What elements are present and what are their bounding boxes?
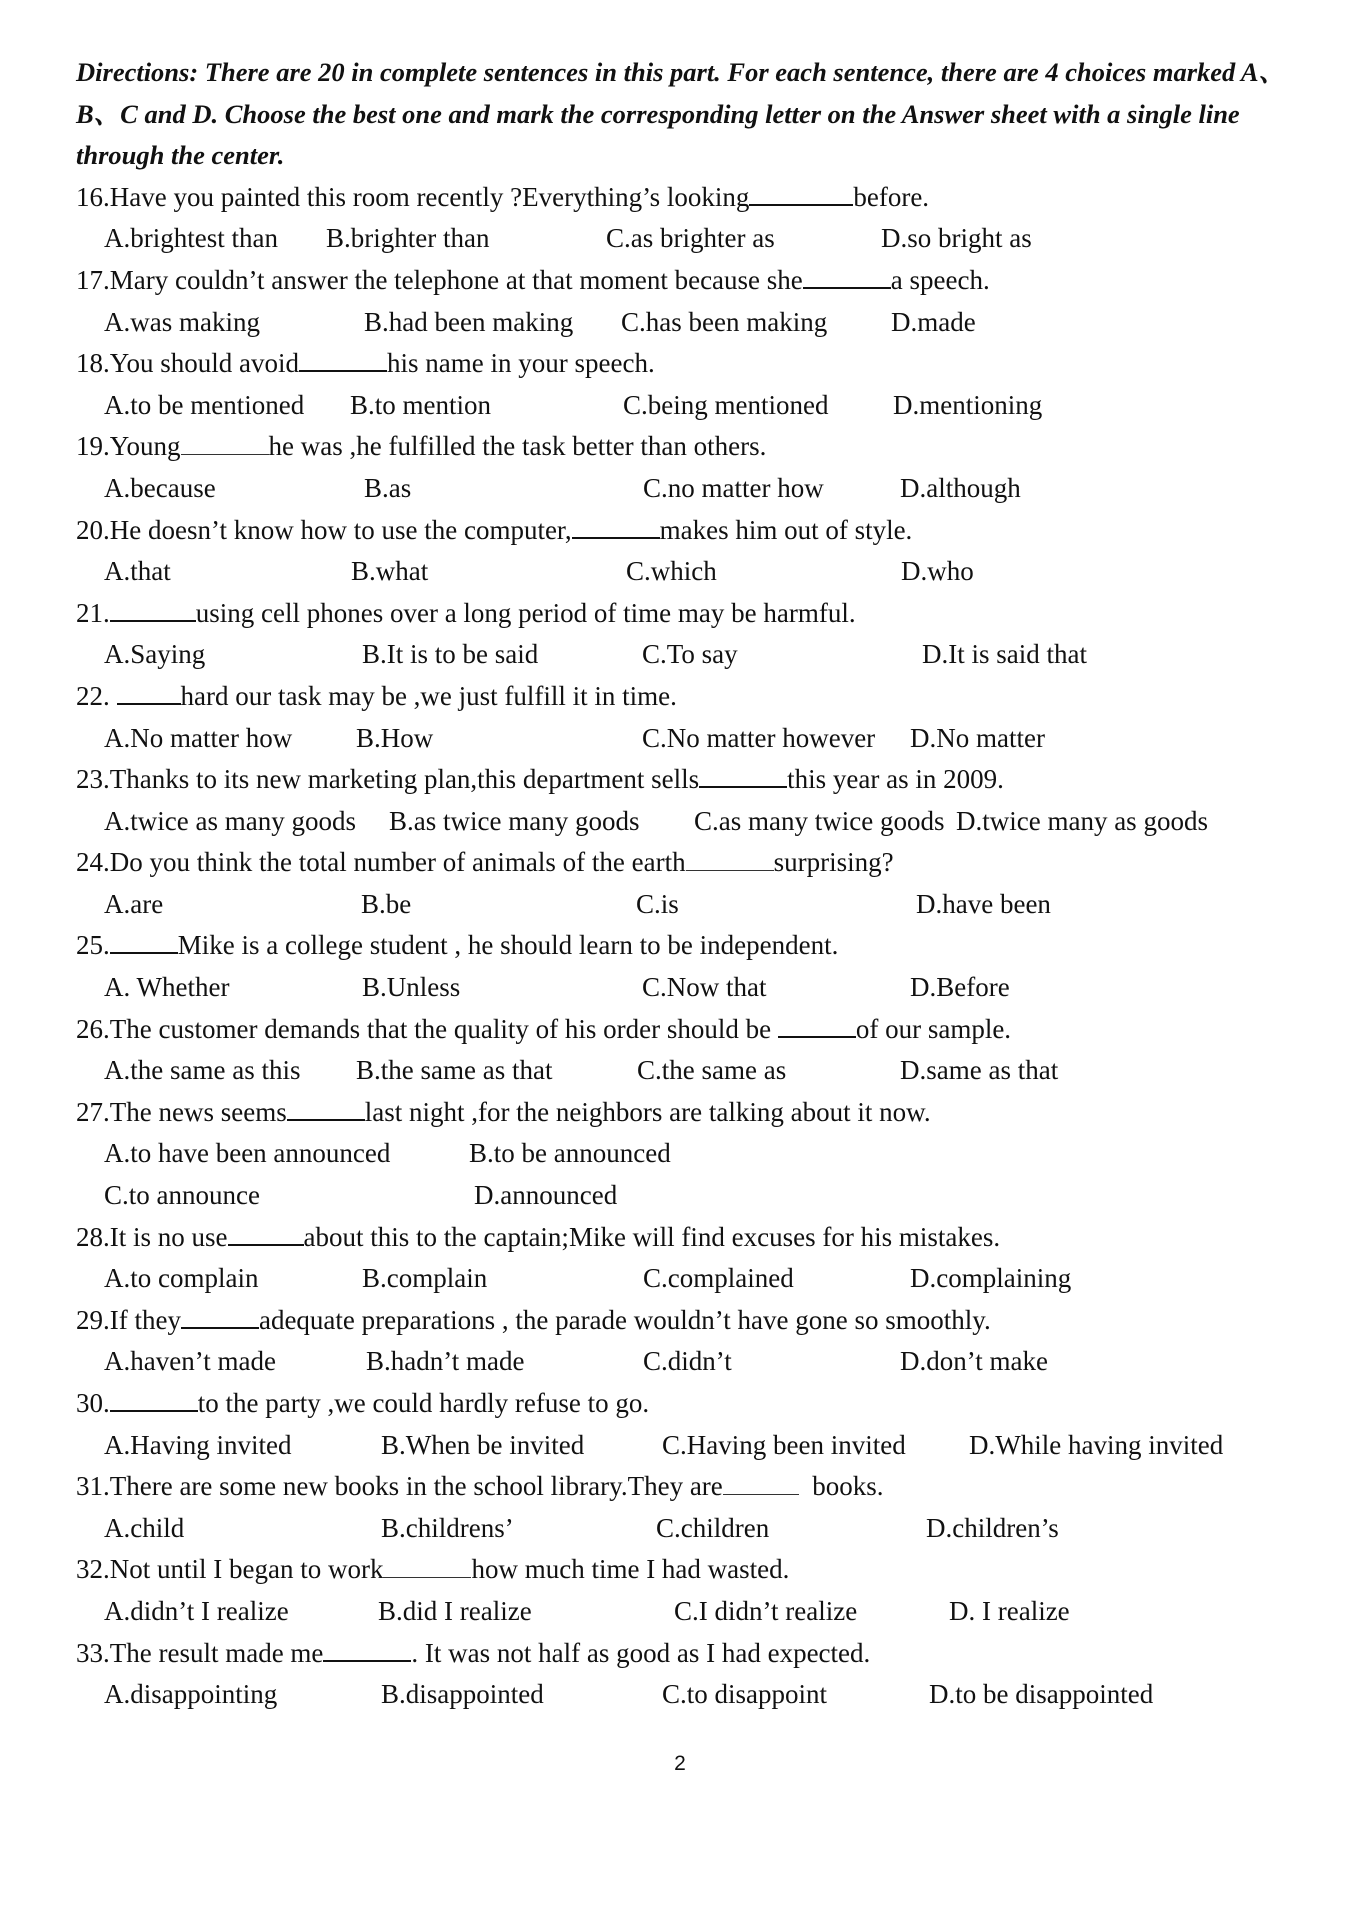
question-stem xyxy=(76,1009,1316,1051)
option-c: C.Now that xyxy=(642,972,767,1003)
option-a: A.haven’t made xyxy=(104,1346,276,1377)
option-c: C.to announce xyxy=(104,1180,260,1211)
option-c: C.the same as xyxy=(637,1055,787,1086)
question-text: 30. xyxy=(76,1388,110,1418)
question-text: 23.Thanks to its new marketing plan,this department sells xyxy=(76,764,700,795)
question-stem xyxy=(76,1217,1316,1259)
option-d: D.It is said that xyxy=(922,639,1087,670)
options-row xyxy=(76,1133,1316,1175)
option-c: C.to disappoint xyxy=(662,1679,828,1710)
answer-blank xyxy=(228,1218,304,1246)
question-text-after-blank: to the party ,we could hardly refuse to go. xyxy=(197,1388,650,1418)
option-a: A.was making xyxy=(104,306,260,337)
option-a: A.brightest than xyxy=(104,223,278,254)
option-b: B.hadn’t made xyxy=(366,1346,525,1377)
option-a: A.child xyxy=(104,1512,185,1543)
answer-blank xyxy=(383,1551,471,1578)
answer-blank xyxy=(110,1384,198,1412)
option-a: A.disappointing xyxy=(104,1679,278,1710)
question-stem xyxy=(76,1633,1316,1675)
question-stem xyxy=(76,842,1316,884)
option-b: B.what xyxy=(351,556,429,587)
options-row xyxy=(76,967,1316,1009)
options-row xyxy=(76,218,1316,260)
option-d: D.to be disappointed xyxy=(929,1679,1154,1710)
answer-blank xyxy=(299,344,387,372)
question-text: 29.If they xyxy=(76,1304,181,1335)
option-b: B.How xyxy=(356,722,434,753)
question-text: 16.Have you painted this room recently ?Everything’s looking xyxy=(76,181,750,212)
answer-blank xyxy=(699,760,787,788)
option-b: B.did I realize xyxy=(378,1595,532,1626)
options-row xyxy=(76,1050,1316,1092)
option-b: B.to mention xyxy=(350,389,491,420)
question-stem xyxy=(76,1549,1316,1591)
option-a: A. Whether xyxy=(104,972,230,1003)
page-number: 2 xyxy=(674,1752,686,1775)
answer-blank xyxy=(323,1634,411,1662)
answer-blank xyxy=(181,1301,259,1329)
question-text: 20.He doesn’t know how to use the computer, xyxy=(76,514,572,545)
option-c: C.no matter how xyxy=(643,472,824,503)
answer-blank xyxy=(110,926,178,954)
options-row xyxy=(76,551,1316,593)
question-text-after-blank: his name in your speech. xyxy=(387,348,655,379)
question-stem xyxy=(76,177,1316,219)
answer-blank xyxy=(287,1093,365,1121)
question-text-after-blank: of our sample. xyxy=(855,1013,1012,1044)
option-a: A.to complain xyxy=(104,1263,259,1294)
question-text-after-blank: before. xyxy=(853,181,930,212)
question-stem xyxy=(76,1466,1316,1508)
option-d: D.same as that xyxy=(900,1055,1059,1086)
options-row xyxy=(76,1341,1316,1383)
option-a: A.Having invited xyxy=(104,1429,292,1460)
option-c: C.has been making xyxy=(621,306,828,337)
option-b: B.complain xyxy=(362,1263,488,1294)
option-d: D.although xyxy=(900,472,1021,503)
options-row xyxy=(76,634,1316,676)
option-b: B.had been making xyxy=(364,306,574,337)
option-d: D. I realize xyxy=(949,1595,1070,1626)
options-row xyxy=(76,884,1316,926)
option-d: D.twice many as goods xyxy=(956,805,1208,836)
question-text-after-blank: about this to the captain;Mike will find excuses for his mistakes. xyxy=(303,1221,1001,1252)
options-row xyxy=(76,1674,1316,1716)
question-stem xyxy=(76,1092,1316,1134)
question-stem xyxy=(76,260,1316,302)
option-b: B.to be announced xyxy=(469,1138,671,1169)
question-text-after-blank: how much time I had wasted. xyxy=(471,1554,790,1585)
option-a: A.that xyxy=(104,556,171,587)
question-text-after-blank: . It was not half as good as I had expected. xyxy=(411,1637,871,1668)
option-a: A.twice as many goods xyxy=(104,805,356,836)
option-b: B.brighter than xyxy=(326,223,490,254)
question-stem xyxy=(76,1300,1316,1342)
option-d: D.complaining xyxy=(910,1263,1072,1294)
question-text: 18.You should avoid xyxy=(76,348,300,379)
options-row xyxy=(76,1591,1316,1633)
option-c: C.is xyxy=(636,888,679,919)
option-c: C.complained xyxy=(643,1263,794,1294)
question-text-after-blank: last night ,for the neighbors are talking about it now. xyxy=(364,1096,931,1127)
worksheet-page xyxy=(76,52,1316,1716)
option-b: B.be xyxy=(361,888,412,919)
option-d: D.announced xyxy=(474,1180,618,1211)
option-a: A.didn’t I realize xyxy=(104,1595,289,1626)
question-text: 33.The result made me xyxy=(76,1637,324,1668)
question-text: 26.The customer demands that the quality of his order should be xyxy=(76,1013,778,1044)
question-text: 19.Young xyxy=(76,431,181,462)
option-d: D.No matter xyxy=(910,722,1045,753)
option-d: D.have been xyxy=(916,888,1051,919)
question-stem xyxy=(76,1383,1316,1425)
answer-blank xyxy=(110,594,196,622)
question-text-after-blank: surprising? xyxy=(773,847,894,878)
option-c: C.being mentioned xyxy=(623,389,829,420)
options-row xyxy=(76,385,1316,427)
option-a: A.the same as this xyxy=(104,1055,301,1086)
option-d: D.who xyxy=(901,556,974,587)
question-stem xyxy=(76,343,1316,385)
option-a: A.are xyxy=(104,888,164,919)
option-c: C.didn’t xyxy=(643,1346,732,1377)
directions-text: Directions: There are 20 in complete sentences in this part. For each sentence, there are 4 choices marked A、B、C and D. Choose the best one and mark the corresponding letter on the Answer sheet with a single line through the center. xyxy=(76,57,1286,171)
option-b: B.Unless xyxy=(362,972,461,1003)
answer-blank xyxy=(778,1010,856,1038)
answer-blank xyxy=(117,677,181,705)
option-b: B.the same as that xyxy=(356,1055,553,1086)
question-text: 21. xyxy=(76,597,110,628)
options-row xyxy=(76,1258,1316,1300)
option-b: B.It is to be said xyxy=(362,639,539,670)
option-c: C.To say xyxy=(642,639,738,670)
option-b: B.When be invited xyxy=(381,1429,585,1460)
option-a: A.because xyxy=(104,472,216,503)
question-text: 22. xyxy=(76,680,117,711)
question-text-after-blank: a speech. xyxy=(890,264,990,295)
option-b: B.childrens’ xyxy=(381,1512,514,1543)
answer-blank xyxy=(749,178,853,206)
option-c: C.as brighter as xyxy=(606,223,775,254)
option-a: A.No matter how xyxy=(104,722,293,753)
question-text: 25. xyxy=(76,930,110,961)
options-row xyxy=(76,468,1316,510)
option-d: D.so bright as xyxy=(881,223,1032,254)
answer-blank xyxy=(181,428,269,455)
options-row xyxy=(76,1508,1316,1550)
option-a: A.Saying xyxy=(104,639,206,670)
option-c: C.No matter however xyxy=(642,722,876,753)
question-text: 31.There are some new books in the school library.They are xyxy=(76,1471,723,1502)
option-d: D.While having invited xyxy=(969,1429,1224,1460)
question-text: 24.Do you think the total number of animals of the earth xyxy=(76,847,686,878)
option-a: A.to have been announced xyxy=(104,1138,391,1169)
question-text-after-blank: using cell phones over a long period of time may be harmful. xyxy=(195,597,856,628)
question-stem xyxy=(76,426,1316,468)
option-d: D.made xyxy=(891,306,976,337)
question-list xyxy=(76,177,1316,1716)
question-text-after-blank: he was ,he fulfilled the task better than others. xyxy=(268,431,767,462)
question-text: 32.Not until I began to work xyxy=(76,1554,384,1585)
option-b: B.as twice many goods xyxy=(389,805,640,836)
question-text-after-blank: hard our task may be ,we just fulfill it in time. xyxy=(180,680,677,711)
option-a: A.to be mentioned xyxy=(104,389,305,420)
question-text-after-blank: Mike is a college student , he should learn to be independent. xyxy=(177,930,839,961)
question-text: 28.It is no use xyxy=(76,1221,228,1252)
option-d: D.mentioning xyxy=(893,389,1043,420)
question-text: 17.Mary couldn’t answer the telephone at that moment because she xyxy=(76,264,803,295)
options-row xyxy=(76,1175,1316,1217)
question-stem xyxy=(76,676,1316,718)
option-b: B.disappointed xyxy=(381,1679,544,1710)
options-row xyxy=(76,1425,1316,1467)
question-text-after-blank: this year as in 2009. xyxy=(787,764,1004,795)
answer-blank xyxy=(723,1468,799,1495)
options-row xyxy=(76,801,1316,843)
question-text-after-blank: books. xyxy=(798,1471,884,1502)
question-stem xyxy=(76,759,1316,801)
question-text-after-blank: makes him out of style. xyxy=(659,514,913,545)
option-c: C.I didn’t realize xyxy=(674,1595,858,1626)
option-c: C.Having been invited xyxy=(662,1429,906,1460)
question-stem xyxy=(76,925,1316,967)
option-c: C.which xyxy=(626,556,717,587)
answer-blank xyxy=(572,511,660,539)
question-text: 27.The news seems xyxy=(76,1096,287,1127)
question-stem xyxy=(76,510,1316,552)
options-row xyxy=(76,718,1316,760)
answer-blank xyxy=(803,261,891,289)
question-text-after-blank: adequate preparations , the parade wouldn’t have gone so smoothly. xyxy=(258,1304,991,1335)
option-d: D.don’t make xyxy=(900,1346,1048,1377)
question-stem xyxy=(76,593,1316,635)
options-row xyxy=(76,302,1316,344)
option-c: C.as many twice goods xyxy=(694,805,945,836)
option-b: B.as xyxy=(364,472,412,503)
option-d: D.Before xyxy=(910,972,1010,1003)
answer-blank xyxy=(686,844,774,871)
option-c: C.children xyxy=(656,1512,770,1543)
option-d: D.children’s xyxy=(926,1512,1059,1543)
